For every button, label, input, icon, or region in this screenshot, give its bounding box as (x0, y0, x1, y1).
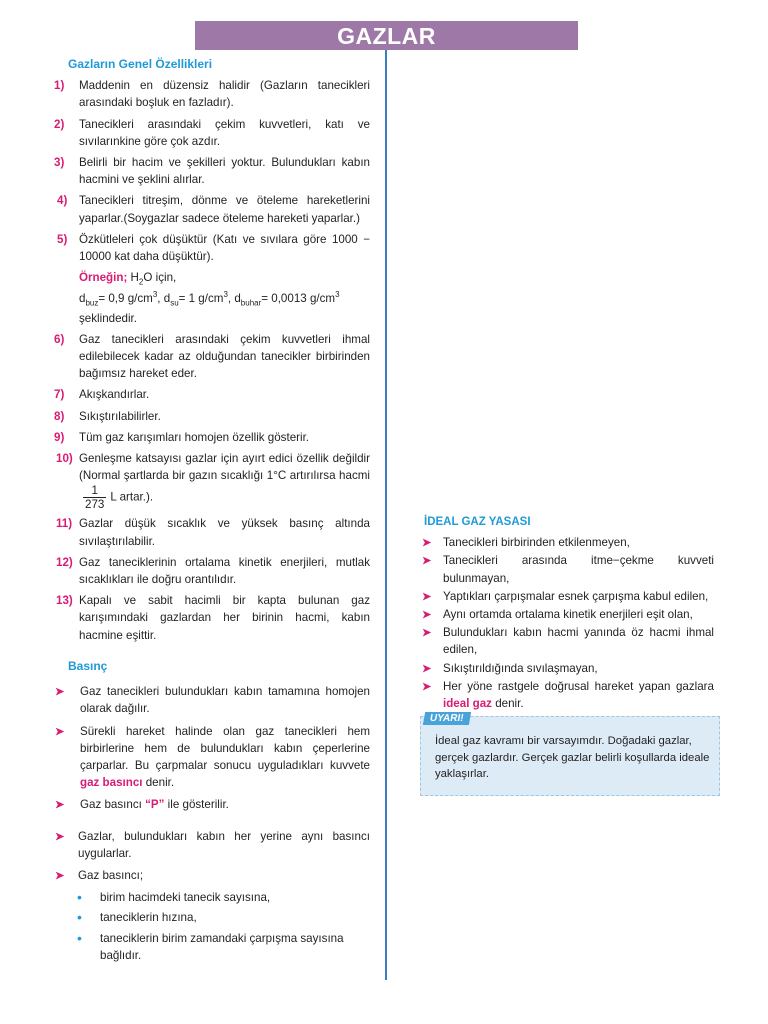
ideal-text: Tanecikleri birbirinden etkilenmeyen, (443, 536, 630, 550)
unit-sup: 3 (223, 290, 228, 300)
item-text: Gaz tanecikleri arasındaki çekim kuvvetleri ihmal edilebilecek kadar az olduğundan tanecikler birbirinden bağımsız hareket eder. (79, 332, 370, 381)
pressure-text: ile gösterilir. (167, 798, 229, 812)
item-text: Maddenin en düzensiz halidir (Gazların tanecikleri arasındaki boşluk en fazladır). (79, 79, 370, 110)
ideal-item-5 (418, 624, 714, 658)
item-text: Özkütleleri çok düşüktür (Katı ve sıvılara göre 1000 − 10000 kat daha düşüktür). (79, 232, 370, 264)
page-title: GAZLAR (195, 21, 578, 50)
formula-sub: 2 (138, 277, 144, 287)
ideal-item-3 (418, 588, 714, 605)
bullet-dot-icon: • (77, 909, 82, 926)
list-item-6 (40, 331, 370, 383)
arrow-bullet-icon: ➤ (422, 680, 432, 693)
arrow-bullet-icon: ➤ (422, 537, 432, 550)
formula-o: O için, (143, 271, 177, 285)
unit-sup: 3 (335, 290, 340, 300)
fraction-denominator: 273 (85, 498, 105, 512)
item-number: 7) (54, 388, 65, 402)
item-number: 2) (54, 117, 65, 131)
density-buz: = 0,9 g/cm (98, 292, 153, 306)
ideal-item-6 (418, 660, 714, 677)
warning-text: İdeal gaz kavramı bir varsayımdır. Doğadaki gazlar, gerçek gazlardır. Gerçek gazlar belirli koşullarda ideale yaklaşırlar. (435, 735, 710, 780)
pressure-item-2 (40, 723, 370, 792)
density-sub-buz: buz (85, 298, 99, 308)
item-text: Gaz taneciklerinin ortalama kinetik enerjileri, mutlak sıcaklıkları ile doğru orantılıdır. (79, 555, 370, 587)
dot-item-1 (40, 889, 370, 906)
fraction (83, 484, 106, 511)
ideal-item-2 (418, 552, 714, 586)
list-item-10 (40, 450, 370, 511)
example-line-3: şeklindedir. (79, 311, 138, 325)
item-number: 12) (56, 555, 73, 569)
ideal-text: Her yöne rastgele doğrusal hareket yapan gazlara (443, 679, 714, 693)
section-title-pressure: Basınç (68, 658, 108, 673)
item-text: Belirli bir hacim ve şekilleri yoktur. Bulundukları kabın hacmini ve şeklini alırlar. (79, 156, 370, 187)
arrow-bullet-icon: ➤ (55, 686, 65, 699)
pressure-item-4 (40, 828, 370, 862)
item-number: 6) (54, 332, 65, 346)
list-item-1 (40, 77, 370, 111)
pressure-text: Gaz basıncı; (78, 868, 144, 882)
item-text: Genleşme katsayısı gazlar için ayırt edici özellik değildir (Normal şartlarda bir gazın sıcaklığı 1°C artırılırsa hacmi (79, 452, 370, 483)
item-number: 8) (54, 409, 65, 423)
fraction-numerator: 1 (83, 484, 106, 498)
item-text: Akışkandırlar. (79, 388, 150, 402)
density-buhar: = 0,0013 g/cm (261, 292, 336, 306)
ideal-item-7 (418, 678, 714, 712)
item-text: Tüm gaz karışımları homojen özellik gösterir. (79, 430, 310, 444)
pressure-text: Gazlar, bulundukları kabın her yerine aynı basıncı uygularlar. (78, 829, 370, 860)
formula-h: H (130, 271, 139, 285)
dot-text: taneciklerin hızına, (100, 911, 197, 925)
dot-item-3 (40, 930, 370, 964)
list-item-3 (40, 154, 370, 188)
list-item-2 (40, 116, 370, 150)
pressure-text: denir. (145, 776, 175, 790)
section-title-ideal-gas: İDEAL GAZ YASASI (424, 516, 531, 528)
list-item-12 (40, 554, 370, 588)
separator: , (157, 292, 164, 306)
arrow-bullet-icon: ➤ (422, 662, 432, 675)
ideal-text: denir. (495, 697, 524, 711)
density-symbol: d (79, 292, 86, 306)
ideal-text: Yaptıkları çarpışmalar esnek çarpışma kabul edilen, (443, 589, 709, 603)
pressure-item-1 (40, 683, 370, 717)
arrow-bullet-icon: ➤ (55, 725, 65, 738)
arrow-bullet-icon: ➤ (422, 555, 432, 568)
density-su: = 1 g/cm (178, 292, 224, 306)
dot-text: birim hacimdeki tanecik sayısına, (100, 891, 271, 905)
item-number: 10) (56, 452, 73, 466)
pressure-item-5 (40, 867, 370, 884)
left-column (40, 56, 370, 967)
density-symbol: d (163, 292, 171, 306)
item-number: 4) (57, 194, 68, 208)
pressure-text: Gaz tanecikleri bulundukları kabın tamamına homojen olarak dağılır. (80, 685, 370, 716)
item-text: Gazlar düşük sıcaklık ve yüksek basınç altında sıvılaştırılabilir. (79, 517, 370, 548)
item-number: 13) (56, 594, 73, 608)
dot-item-2 (40, 909, 370, 926)
column-divider (385, 50, 387, 980)
arrow-bullet-icon: ➤ (55, 799, 65, 812)
ideal-text: Sıkıştırıldığında sıvılaşmayan, (443, 661, 598, 675)
list-item-5 (40, 231, 370, 327)
arrow-bullet-icon: ➤ (422, 627, 432, 640)
density-sub-su: su (170, 298, 179, 308)
ideal-item-1 (418, 534, 714, 551)
arrow-bullet-icon: ➤ (422, 590, 432, 603)
item-number: 1) (54, 79, 65, 93)
example-label: Örneğin; (79, 271, 128, 285)
warning-badge: UYARI! (423, 712, 471, 725)
density-symbol: d (234, 292, 241, 306)
arrow-bullet-icon: ➤ (55, 830, 65, 843)
item-number: 11) (56, 517, 73, 531)
pressure-text: Gaz basıncı (80, 798, 142, 812)
highlight-symbol: “P” (145, 798, 165, 812)
arrow-bullet-icon: ➤ (422, 609, 432, 622)
highlight-term: gaz basıncı (80, 776, 143, 790)
right-column (418, 514, 714, 713)
item-number: 5) (57, 232, 68, 246)
density-sub-buhar: buhar (240, 298, 262, 308)
pressure-item-3 (40, 796, 370, 813)
arrow-bullet-icon: ➤ (55, 869, 65, 882)
list-item-9 (40, 429, 370, 446)
fraction-suffix: L artar.). (110, 491, 154, 505)
dot-text: taneciklerin birim zamandaki çarpışma sayısına bağlıdır. (100, 931, 344, 962)
warning-box (420, 713, 720, 796)
example-line-1 (79, 269, 370, 286)
item-text: Tanecikleri titreşim, dönme ve öteleme hareketlerini yaparlar.(Soygazlar sadece öteleme hareketi yaparlar.) (79, 194, 370, 225)
list-item-7 (40, 386, 370, 403)
highlight-term: ideal gaz (443, 697, 492, 711)
ideal-text: Bulundukları kabın hacmi yanında öz hacmi ihmal edilen, (443, 626, 714, 657)
example-line-2 (79, 290, 370, 307)
list-item-13 (40, 592, 370, 644)
list-item-11 (40, 515, 370, 549)
bullet-dot-icon: • (77, 889, 82, 906)
separator: , (227, 292, 235, 306)
pressure-text: Sürekli hareket halinde olan gaz tanecikleri hem birbirlerine hem de bulundukları kabın çeperlerine çarparlar. Bu çarpmalar sonucu uyguladıkları kuvvete (80, 724, 370, 772)
ideal-text: Aynı ortamda ortalama kinetik enerjileri eşit olan, (443, 608, 693, 622)
unit-sup: 3 (152, 290, 158, 300)
item-text: Kapalı ve sabit hacimli bir kapta bulunan gaz karışımındaki gazlardan her birinin hacmi, kabın hacmine eşittir. (79, 594, 370, 642)
list-item-8 (40, 408, 370, 425)
list-item-4 (40, 192, 370, 226)
item-number: 3) (54, 156, 65, 170)
item-text: Tanecikleri arasındaki çekim kuvvetleri, katı ve sıvılarınkine göre çok azdır. (79, 117, 370, 148)
item-number: 9) (54, 430, 65, 444)
item-text: Sıkıştırılabilirler. (79, 409, 161, 423)
ideal-item-4 (418, 606, 714, 623)
section-title-general: Gazların Genel Özellikleri (68, 57, 213, 71)
ideal-text: Tanecikleri arasında itme−çekme kuvveti bulunmayan, (443, 554, 714, 585)
bullet-dot-icon: • (77, 929, 82, 946)
